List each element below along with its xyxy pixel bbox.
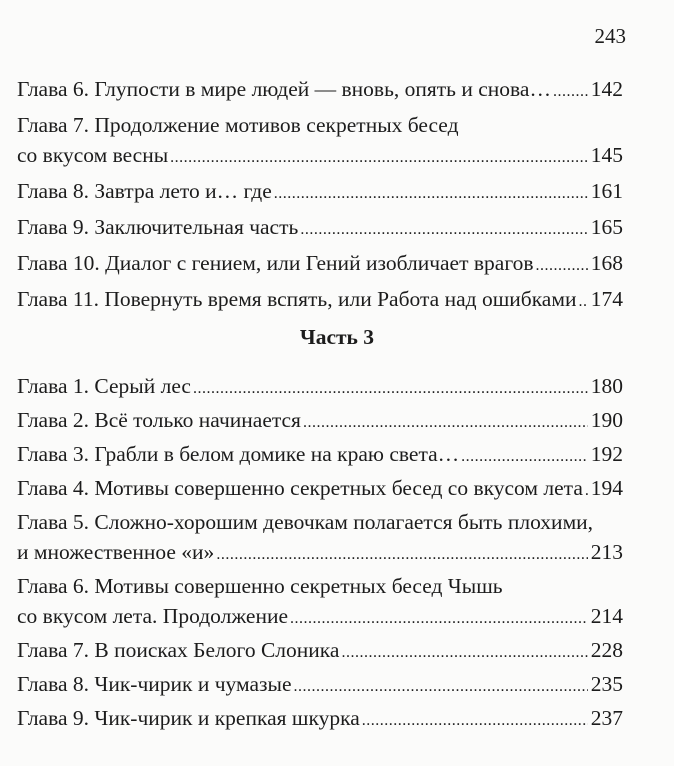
toc-leader-dots: [553, 77, 588, 107]
toc-entry-page: 194: [590, 476, 623, 500]
toc-leader-dots: [461, 442, 588, 472]
toc-entry-title: Глава 5. Сложно-хорошим девочкам полагается быть плохими,: [17, 510, 594, 534]
toc-entry-page: 214: [590, 604, 623, 628]
toc-entry-line: [17, 669, 623, 699]
toc-entry: [17, 371, 623, 401]
toc-entry-line: [17, 635, 623, 665]
toc-entry: [17, 176, 623, 206]
toc-entry: [17, 74, 623, 104]
table-of-contents-part-3: [17, 371, 623, 737]
toc-entry-line: [17, 140, 623, 170]
toc-entry-page: 180: [590, 374, 623, 398]
toc-entry-title: Глава 3. Грабли в белом домике на краю света…: [17, 442, 460, 466]
toc-entry-title: со вкусом весны: [17, 143, 169, 167]
toc-leader-dots: [274, 179, 588, 209]
toc-entry-line: [17, 284, 623, 314]
toc-leader-dots: [300, 215, 587, 245]
toc-leader-dots: [341, 638, 587, 668]
toc-entry-page: 190: [590, 408, 623, 432]
toc-entry-line: [17, 74, 623, 104]
toc-entry-title: Глава 7. В поисках Белого Слоника: [17, 638, 340, 662]
toc-leader-dots: [578, 287, 587, 317]
toc-entry-line: [17, 212, 623, 242]
toc-entry-title: Глава 6. Мотивы совершенно секретных бесед Чышь: [17, 574, 503, 598]
toc-leader-dots: [193, 374, 588, 404]
toc-leader-dots: [170, 143, 588, 173]
toc-entry-page: 235: [590, 672, 623, 696]
toc-entry-title: Глава 2. Всё только начинается: [17, 408, 301, 432]
toc-entry-line: [17, 248, 623, 278]
toc-entry: [17, 405, 623, 435]
toc-entry-page: 145: [590, 143, 623, 167]
part-heading: Часть 3: [299, 325, 375, 349]
toc-entry-title: Глава 1. Серый лес: [17, 374, 191, 398]
toc-entry-title: и множественное «и»: [17, 540, 215, 564]
toc-entry-title: Глава 8. Завтра лето и… где: [17, 179, 272, 203]
toc-entry: [17, 439, 623, 469]
toc-entry-page: 142: [590, 77, 623, 101]
toc-leader-dots: [294, 672, 588, 702]
toc-entry-page: 165: [590, 215, 623, 239]
toc-entry-title: Глава 8. Чик-чирик и чумазые: [17, 672, 292, 696]
toc-entry-line: [17, 507, 623, 537]
toc-entry-page: 174: [590, 287, 623, 311]
toc-leader-dots: [216, 540, 587, 570]
toc-leader-dots: [585, 476, 588, 506]
toc-entry-title: Глава 7. Продолжение мотивов секретных бесед: [17, 113, 459, 137]
toc-entry: [17, 284, 623, 314]
toc-entry-page: 237: [590, 706, 623, 730]
toc-entry-line: [17, 371, 623, 401]
table-of-contents-part-2: [17, 74, 623, 320]
toc-entry-title: Глава 11. Повернуть время вспять, или Работа над ошибками: [17, 287, 577, 311]
toc-entry-line: [17, 110, 623, 140]
toc-entry: [17, 473, 623, 503]
toc-entry-page: 192: [590, 442, 623, 466]
toc-entry: [17, 507, 623, 567]
toc-entry-line: [17, 537, 623, 567]
toc-entry-page: 168: [590, 251, 623, 275]
toc-leader-dots: [536, 251, 588, 281]
toc-entry-title: Глава 4. Мотивы совершенно секретных бесед со вкусом лета: [17, 476, 583, 500]
toc-entry-line: [17, 601, 623, 631]
toc-entry: [17, 248, 623, 278]
toc-entry-line: [17, 439, 623, 469]
toc-entry: [17, 703, 623, 733]
toc-entry-title: Глава 9. Чик-чирик и крепкая шкурка: [17, 706, 360, 730]
toc-entry-title: Глава 6. Глупости в мире людей — вновь, опять и снова…: [17, 77, 551, 101]
toc-entry-page: 161: [590, 179, 623, 203]
toc-entry: [17, 110, 623, 170]
toc-entry-line: [17, 473, 623, 503]
toc-entry-line: [17, 405, 623, 435]
toc-entry-page: 213: [590, 540, 623, 564]
page-number: 243: [594, 24, 626, 48]
toc-entry-line: [17, 703, 623, 733]
toc-entry-title: Глава 9. Заключительная часть: [17, 215, 299, 239]
toc-leader-dots: [303, 408, 588, 438]
toc-leader-dots: [290, 604, 588, 634]
toc-entry: [17, 635, 623, 665]
toc-entry: [17, 212, 623, 242]
toc-entry-page: 228: [590, 638, 623, 662]
toc-entry-line: [17, 176, 623, 206]
toc-entry-title: Глава 10. Диалог с гением, или Гений изобличает врагов: [17, 251, 534, 275]
toc-leader-dots: [362, 706, 588, 736]
toc-entry-title: со вкусом лета. Продолжение: [17, 604, 289, 628]
toc-entry: [17, 669, 623, 699]
toc-entry: [17, 571, 623, 631]
toc-entry-line: [17, 571, 623, 601]
